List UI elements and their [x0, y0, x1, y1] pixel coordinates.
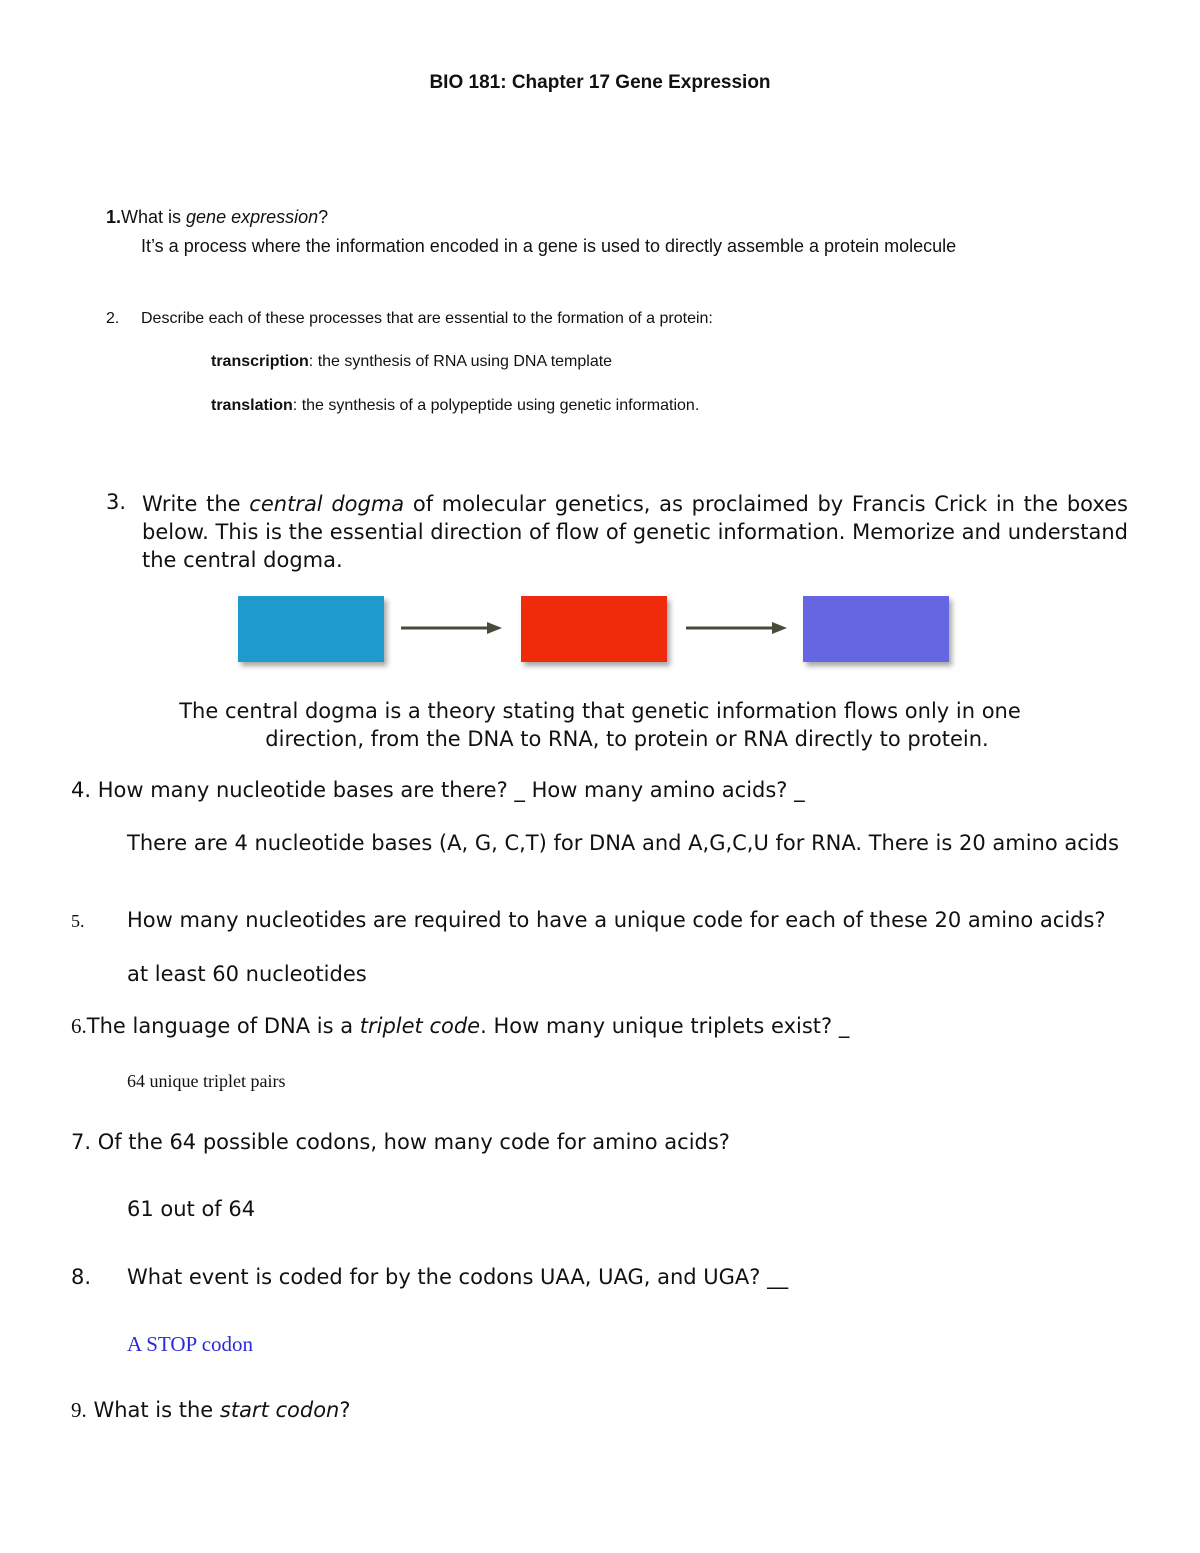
question-9-post: ? — [339, 1398, 351, 1422]
question-6-number: 6. — [71, 1014, 87, 1038]
question-9 — [71, 1398, 351, 1423]
arrow-right-icon — [686, 620, 788, 636]
question-3-term: central dogma — [249, 492, 405, 516]
answer-3-line-2 — [0, 727, 1200, 751]
rna-box[interactable] — [521, 596, 667, 662]
question-2-number: 2. — [106, 310, 120, 327]
answer-7: 61 out of 64 — [127, 1197, 256, 1221]
answer-5: at least 60 nucleotides — [127, 962, 367, 986]
dna-box[interactable] — [238, 596, 384, 662]
transcription-definition — [211, 353, 612, 371]
question-6-pre: The language of DNA is a — [86, 1014, 360, 1038]
question-7-text: 7. Of the 64 possible codons, how many code for amino acids? — [71, 1130, 730, 1154]
question-9-term: start codon — [219, 1398, 340, 1422]
question-1-number: 1. — [106, 207, 122, 227]
answer-1: It’s a process where the information encoded in a gene is used to directly assemble a protein molecule — [141, 236, 957, 256]
answer-3-line-1-text: The central dogma is a theory stating that genetic information flows only in one — [179, 699, 1021, 723]
question-9-number: 9. — [71, 1398, 87, 1422]
answer-8: A STOP codon — [127, 1332, 254, 1356]
answer-3-line-2-text: direction, from the DNA to RNA, to protein or RNA directly to protein. — [265, 727, 989, 751]
question-8-text: What event is coded for by the codons UAA, UAG, and UGA? __ — [127, 1265, 789, 1289]
answer-3-line-1 — [0, 699, 1200, 723]
transcription-text: : the synthesis of RNA using DNA template — [308, 353, 613, 370]
protein-box[interactable] — [803, 596, 949, 662]
question-9-pre: What is the — [93, 1398, 220, 1422]
page-title: BIO 181: Chapter 17 Gene Expression — [429, 72, 771, 93]
translation-text: : the synthesis of a polypeptide using genetic information. — [292, 397, 700, 414]
arrow-right-icon — [401, 620, 503, 636]
question-1 — [106, 207, 328, 228]
question-2-text: Describe each of these processes that are essential to the formation of a protein: — [141, 310, 713, 327]
translation-definition — [211, 397, 699, 415]
transcription-label: transcription — [211, 353, 309, 370]
answer-4: There are 4 nucleotide bases (A, G, C,T) for DNA and A,G,C,U for RNA. There is 20 amino acids — [127, 831, 1119, 855]
question-5-number: 5. — [71, 911, 85, 931]
question-1-pre: What is — [121, 207, 187, 227]
question-1-term: gene expression — [186, 207, 319, 227]
question-3-post: of molecular genetics, as proclaimed by Francis Crick in the boxes below. This is the essential direction of flow of genetic information. Memorize and understand the central dogma. — [142, 492, 1128, 572]
question-3-number: 3. — [106, 490, 127, 514]
question-1-post: ? — [318, 207, 329, 227]
question-4-text: 4. How many nucleotide bases are there? _ How many amino acids? _ — [71, 778, 805, 802]
question-8-number: 8. — [71, 1265, 92, 1289]
translation-label: translation — [211, 397, 293, 414]
question-6-post: . How many unique triplets exist? _ — [480, 1014, 850, 1038]
question-3-pre: Write the — [142, 492, 250, 516]
answer-6: 64 unique triplet pairs — [127, 1071, 286, 1091]
question-5-text: How many nucleotides are required to have a unique code for each of these 20 amino acids? — [127, 908, 1106, 932]
question-6-term: triplet code — [359, 1014, 481, 1038]
question-6 — [71, 1014, 849, 1039]
question-3-text — [142, 490, 1128, 574]
